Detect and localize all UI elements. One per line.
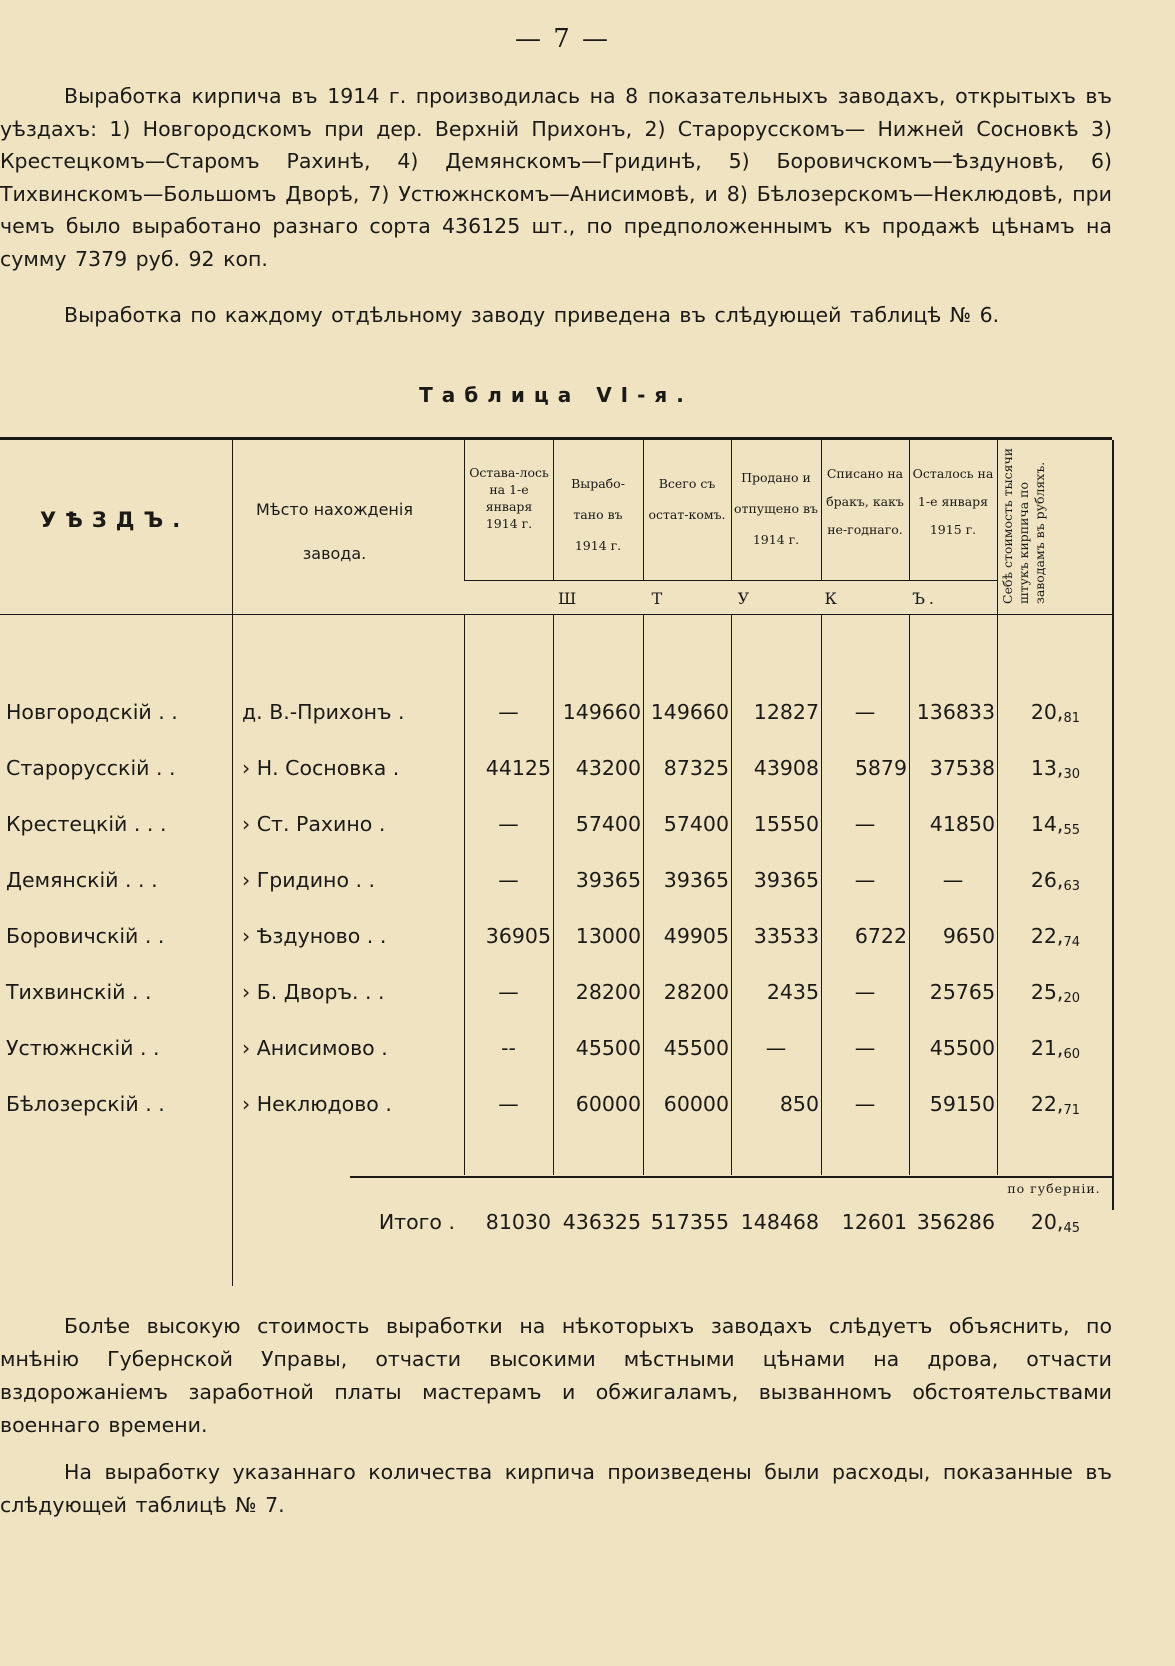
- row-c4: 12827: [753, 700, 819, 724]
- table-caption: Таблица VI-я.: [419, 383, 693, 407]
- row-c2: 13000: [575, 924, 641, 948]
- total-label: Итого .: [378, 1210, 455, 1234]
- row-c6: 37538: [929, 756, 995, 780]
- row-uezd: Тихвинскій . .: [6, 980, 152, 1004]
- row-c5: 6722: [854, 924, 907, 948]
- total-c5: 12601: [841, 1210, 907, 1234]
- row-cost: $25,_{20}$: [1030, 980, 1080, 1006]
- row-c6: 45500: [929, 1036, 995, 1060]
- total-c3: 517355: [650, 1210, 729, 1234]
- row-uezd: Демянскій . . .: [6, 868, 158, 892]
- col-divider-2: [553, 440, 554, 580]
- table-row: [0, 980, 1112, 1010]
- row-mesto: › Анисимово .: [242, 1036, 388, 1060]
- row-cost: $26,_{63}$: [1030, 868, 1080, 894]
- row-c5: —: [854, 868, 876, 892]
- row-mesto: › Ѣздуново . .: [242, 924, 387, 948]
- row-c3: 149660: [650, 700, 729, 724]
- row-c3: 39365: [663, 868, 729, 892]
- row-c2: 60000: [575, 1092, 641, 1116]
- row-c3: 45500: [663, 1036, 729, 1060]
- row-c2: 149660: [562, 700, 641, 724]
- row-c2: 45500: [575, 1036, 641, 1060]
- row-c1: —: [498, 1092, 519, 1116]
- total-rule: [350, 1176, 1112, 1178]
- header-col7: Себѣ стоимость тысячи штукъ кирпича по заводамъ въ рубляхъ.: [1000, 447, 1047, 604]
- row-cost: $21,_{60}$: [1030, 1036, 1080, 1062]
- total-c1: 81030: [485, 1210, 551, 1234]
- table-row: [0, 1092, 1112, 1122]
- row-c2: 43200: [575, 756, 641, 780]
- row-c4: 2435: [766, 980, 819, 1004]
- row-c2: 28200: [575, 980, 641, 1004]
- total-cost: $20,_{45}$: [1030, 1210, 1080, 1236]
- row-uezd: Крестецкій . . .: [6, 812, 167, 836]
- row-c1: 44125: [485, 756, 551, 780]
- unit-rule: [464, 580, 997, 581]
- row-c6: 25765: [929, 980, 995, 1004]
- row-c4: 850: [779, 1092, 819, 1116]
- row-c4: —: [765, 1036, 787, 1060]
- page-number: — 7 —: [514, 24, 611, 54]
- row-uezd: Боровичскій . .: [6, 924, 165, 948]
- row-c6: 136833: [916, 700, 995, 724]
- row-cost: $22,_{71}$: [1030, 1092, 1080, 1118]
- paragraph-expenses: На выработку указаннаго количества кирпича произведены были расходы, показанные въ слѣдующей таблицѣ № 7.: [0, 1460, 1112, 1517]
- row-c3: 57400: [663, 812, 729, 836]
- row-uezd: Новгородскій . .: [6, 700, 178, 724]
- row-c3: 60000: [663, 1092, 729, 1116]
- header-col3: Всего съ остат-комъ.: [648, 476, 726, 522]
- table-row: [0, 924, 1112, 954]
- table-right-rule: [1112, 440, 1114, 1210]
- header-bottom-rule: [0, 614, 1112, 615]
- row-c5: 5879: [854, 756, 907, 780]
- row-c3: 49905: [663, 924, 729, 948]
- total-c6: 356286: [916, 1210, 995, 1234]
- col-divider-6: [909, 440, 910, 580]
- row-c6: 9650: [942, 924, 995, 948]
- table-row: [0, 1036, 1112, 1066]
- row-c1: —: [498, 868, 519, 892]
- row-cost: $14,_{55}$: [1030, 812, 1080, 838]
- row-c4: 43908: [753, 756, 819, 780]
- header-col2: Вырабо-тано въ 1914 г.: [571, 476, 625, 553]
- table-row: [0, 812, 1112, 842]
- row-uezd: Бѣлозерскій . .: [6, 1092, 165, 1116]
- row-c5: —: [854, 1092, 876, 1116]
- row-uezd: Старорусскій . .: [6, 756, 176, 780]
- paragraph-cost-explanation: Болѣе высокую стоимость выработки на нѣкоторыхъ заводахъ слѣдуетъ объяснить, по мнѣнію Губернской Управы, отчасти высокими мѣстными цѣнами на дрова, отчасти вздорожаніемъ заработной платы мастерамъ и обжигаламъ, вызванномъ обстоятельствами военнаго времени.: [0, 1314, 1112, 1437]
- row-c5: —: [854, 1036, 876, 1060]
- total-c4: 148468: [740, 1210, 819, 1234]
- row-c3: 28200: [663, 980, 729, 1004]
- col-divider-4: [731, 440, 732, 580]
- row-mesto: › Неклюдово .: [242, 1092, 392, 1116]
- col-divider-1: [464, 440, 465, 580]
- total-gub-label: по губерніи.: [1007, 1181, 1101, 1196]
- unit-label: Ш Т У К Ъ.: [558, 589, 938, 608]
- row-c3: 87325: [663, 756, 729, 780]
- header-col4: Продано и отпущено въ 1914 г.: [734, 470, 818, 547]
- row-mesto: д. В.-Прихонъ .: [242, 700, 405, 724]
- paragraph-intro: Выработка кирпича въ 1914 г. производилась на 8 показательныхъ заводахъ, открытыхъ въ уѣздахъ: 1) Новгородскомъ при дер. Верхній Прихонъ, 2) Старорусскомъ— Нижней Сосновкѣ 3) Крестецкомъ—Старомъ Рахинѣ, 4) Демянскомъ—Гридинѣ, 5) Боровичскомъ—Ѣздуновѣ, 6) Тихвинскомъ—Большомъ Дворѣ, 7) Устюжнскомъ—Анисимовѣ, и 8) Бѣлозерскомъ—Неклюдовѣ, при чемъ было выработано разнаго сорта 436125 шт., по предположеннымъ къ продажѣ цѣнамъ на сумму 7379 руб. 92 коп.: [0, 84, 1112, 271]
- row-mesto: › Н. Сосновка .: [242, 756, 400, 780]
- row-uezd: Устюжнскій . .: [6, 1036, 160, 1060]
- table-row: [0, 868, 1112, 898]
- row-c5: —: [854, 700, 876, 724]
- row-c1: —: [498, 980, 519, 1004]
- row-c2: 39365: [575, 868, 641, 892]
- col-divider-7: [997, 440, 998, 615]
- row-c5: —: [854, 980, 876, 1004]
- row-mesto: › Ст. Рахино .: [242, 812, 386, 836]
- row-cost: $22,_{74}$: [1030, 924, 1080, 950]
- row-cost: $13,_{30}$: [1030, 756, 1080, 782]
- row-c6: 41850: [929, 812, 995, 836]
- row-c4: 33533: [753, 924, 819, 948]
- header-col6: Осталось на 1-е января 1915 г.: [912, 466, 994, 537]
- row-cost: $20,_{81}$: [1030, 700, 1080, 726]
- row-mesto: › Б. Дворъ. . .: [242, 980, 385, 1004]
- row-c1: —: [498, 700, 519, 724]
- row-c4: 15550: [753, 812, 819, 836]
- col-divider-5: [821, 440, 822, 580]
- row-c5: —: [854, 812, 876, 836]
- header-mesto: Мѣсто нахожденія завода.: [256, 500, 413, 563]
- row-c1: —: [498, 812, 519, 836]
- table-row: [0, 756, 1112, 786]
- paragraph-table-reference: Выработка по каждому отдѣльному заводу приведена въ слѣдующей таблицѣ № 6.: [64, 303, 1000, 327]
- total-c2: 436325: [562, 1210, 641, 1234]
- header-uezd: УѢЗДЪ.: [40, 508, 190, 532]
- row-mesto: › Гридино . .: [242, 868, 376, 892]
- row-c6: 59150: [929, 1092, 995, 1116]
- header-col1: Остава-лось на 1-е января 1914 г.: [469, 465, 549, 531]
- total-row: [0, 1210, 1112, 1240]
- row-c1: 36905: [485, 924, 551, 948]
- row-c1: --: [501, 1036, 516, 1060]
- row-c2: 57400: [575, 812, 641, 836]
- col-divider-3: [643, 440, 644, 580]
- header-col5: Списано на бракъ, какъ не-годнаго.: [826, 466, 904, 537]
- row-c6: —: [942, 868, 964, 892]
- row-c4: 39365: [753, 868, 819, 892]
- table-row: [0, 700, 1112, 730]
